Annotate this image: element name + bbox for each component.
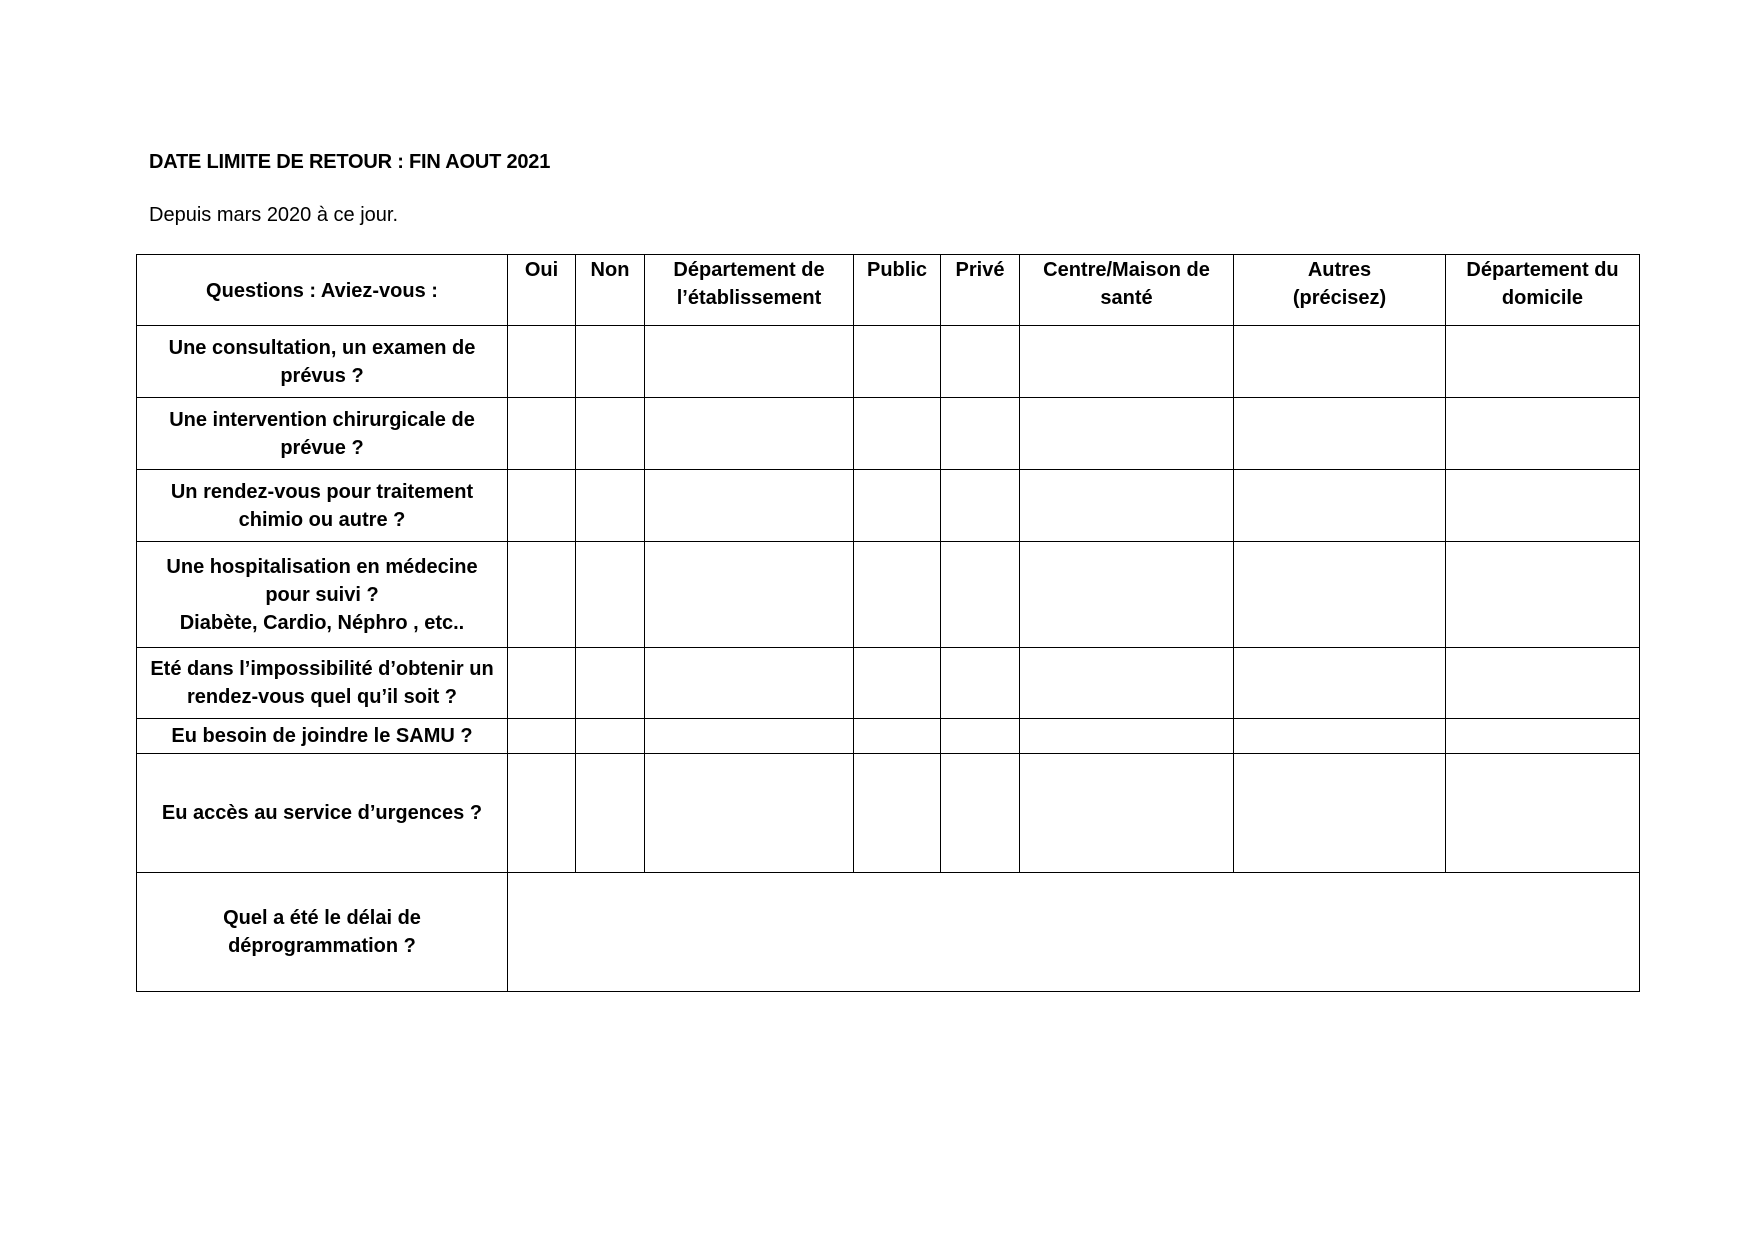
answer-cell-public[interactable] — [854, 398, 941, 470]
answer-cell-non[interactable] — [576, 648, 645, 719]
answer-cell-public[interactable] — [854, 648, 941, 719]
answer-cell-departement-domicile[interactable] — [1446, 542, 1640, 648]
answer-cell-centre-maison-sante[interactable] — [1020, 542, 1234, 648]
answer-cell-public[interactable] — [854, 542, 941, 648]
answer-cell-departement-domicile[interactable] — [1446, 754, 1640, 873]
table-row — [137, 326, 1640, 398]
answer-cell-non[interactable] — [576, 470, 645, 542]
answer-cell-oui[interactable] — [508, 648, 576, 719]
question-line: Eu accès au service d’urgences ? — [161, 802, 483, 824]
question-line: rendez-vous quel qu’il soit ? — [186, 686, 458, 708]
period-text: Depuis mars 2020 à ce jour. — [149, 204, 399, 226]
answer-cell-departement-etablissement[interactable] — [645, 719, 854, 754]
question-line: Eu besoin de joindre le SAMU ? — [171, 725, 473, 747]
column-header-question: Questions : Aviez-vous : — [137, 255, 508, 326]
question-cell — [137, 648, 508, 719]
question-line: pour suivi ? — [265, 583, 379, 606]
answer-cell-oui[interactable] — [508, 398, 576, 470]
answer-cell-prive[interactable] — [941, 398, 1020, 470]
answer-cell-public[interactable] — [854, 754, 941, 873]
column-header-line: (précisez) — [1292, 287, 1387, 309]
answer-cell-prive[interactable] — [941, 719, 1020, 754]
answer-cell-departement-etablissement[interactable] — [645, 398, 854, 470]
answer-cell-non[interactable] — [576, 719, 645, 754]
answer-cell-autres[interactable] — [1234, 398, 1446, 470]
answer-cell-prive[interactable] — [941, 754, 1020, 873]
answer-cell-autres[interactable] — [1234, 648, 1446, 719]
table-row — [137, 542, 1640, 648]
deadline-heading: DATE LIMITE DE RETOUR : FIN AOUT 2021 — [149, 151, 551, 173]
column-header-line: l’établissement — [676, 287, 822, 309]
answer-cell-public[interactable] — [854, 470, 941, 542]
question-line: prévue ? — [280, 436, 364, 459]
question-cell — [137, 398, 508, 470]
column-header-line: domicile — [1501, 287, 1584, 309]
table-row — [137, 470, 1640, 542]
answer-cell-centre-maison-sante[interactable] — [1020, 398, 1234, 470]
answer-cell-non[interactable] — [576, 754, 645, 873]
answer-cell-departement-domicile[interactable] — [1446, 326, 1640, 398]
answer-cell-oui[interactable] — [508, 542, 576, 648]
answer-cell-autres[interactable] — [1234, 719, 1446, 754]
question-line: Une consultation, un examen de — [168, 336, 476, 359]
column-header-line: Département de — [673, 259, 825, 281]
column-header-line: Centre/Maison de — [1043, 259, 1210, 281]
answer-cell-oui[interactable] — [508, 719, 576, 754]
question-line: Diabète, Cardio, Néphro , etc.. — [179, 611, 465, 634]
column-header-centre-maison-sante — [1020, 255, 1234, 326]
answer-cell-public[interactable] — [854, 719, 941, 754]
table-row-deprogrammation — [137, 873, 1640, 992]
question-cell — [137, 470, 508, 542]
column-header-departement-etablissement — [645, 255, 854, 326]
answer-cell-oui[interactable] — [508, 754, 576, 873]
answer-cell-public[interactable] — [854, 326, 941, 398]
answer-cell-prive[interactable] — [941, 470, 1020, 542]
answer-cell-departement-domicile[interactable] — [1446, 398, 1640, 470]
column-header-prive: Privé — [941, 255, 1020, 326]
answer-cell-departement-domicile[interactable] — [1446, 470, 1640, 542]
answer-cell-oui[interactable] — [508, 326, 576, 398]
column-header-non: Non — [576, 255, 645, 326]
answer-cell-oui[interactable] — [508, 470, 576, 542]
deprogrammation-delay-answer-cell[interactable] — [508, 873, 1640, 992]
table-row — [137, 398, 1640, 470]
question-line: déprogrammation ? — [228, 935, 416, 957]
answer-cell-centre-maison-sante[interactable] — [1020, 470, 1234, 542]
table-row — [137, 754, 1640, 873]
question-line: Eté dans l’impossibilité d’obtenir un — [150, 658, 494, 680]
column-header-public: Public — [854, 255, 941, 326]
column-header-line: Département du — [1466, 259, 1619, 281]
question-cell — [137, 326, 508, 398]
question-cell — [137, 719, 508, 754]
column-header-autres — [1234, 255, 1446, 326]
question-cell — [137, 754, 508, 873]
question-line: Un rendez-vous pour traitement — [170, 480, 474, 503]
question-line: Quel a été le délai de — [223, 907, 421, 929]
answer-cell-non[interactable] — [576, 326, 645, 398]
answer-cell-departement-etablissement[interactable] — [645, 648, 854, 719]
answer-cell-non[interactable] — [576, 398, 645, 470]
answer-cell-centre-maison-sante[interactable] — [1020, 754, 1234, 873]
answer-cell-departement-etablissement[interactable] — [645, 470, 854, 542]
table-row — [137, 648, 1640, 719]
answer-cell-departement-domicile[interactable] — [1446, 648, 1640, 719]
answer-cell-autres[interactable] — [1234, 542, 1446, 648]
column-header-departement-domicile — [1446, 255, 1640, 326]
answer-cell-non[interactable] — [576, 542, 645, 648]
answer-cell-departement-etablissement[interactable] — [645, 542, 854, 648]
answer-cell-autres[interactable] — [1234, 326, 1446, 398]
column-header-line: Autres — [1307, 259, 1372, 281]
header-row — [137, 255, 1640, 326]
answer-cell-prive[interactable] — [941, 326, 1020, 398]
column-header-line: santé — [1100, 287, 1153, 309]
table-row — [137, 719, 1640, 754]
answer-cell-prive[interactable] — [941, 542, 1020, 648]
column-header-oui: Oui — [508, 255, 576, 326]
answer-cell-departement-etablissement[interactable] — [645, 754, 854, 873]
answer-cell-departement-etablissement[interactable] — [645, 326, 854, 398]
question-cell — [137, 873, 508, 992]
answer-cell-centre-maison-sante[interactable] — [1020, 648, 1234, 719]
answer-cell-departement-domicile[interactable] — [1446, 719, 1640, 754]
answer-cell-autres[interactable] — [1234, 470, 1446, 542]
question-line: prévus ? — [280, 364, 364, 387]
answer-cell-centre-maison-sante[interactable] — [1020, 719, 1234, 754]
survey-table — [136, 254, 1640, 992]
answer-cell-centre-maison-sante[interactable] — [1020, 326, 1234, 398]
question-line: Une hospitalisation en médecine — [166, 555, 478, 578]
question-cell — [137, 542, 508, 648]
answer-cell-prive[interactable] — [941, 648, 1020, 719]
question-line: Une intervention chirurgicale de — [169, 408, 475, 431]
question-line: chimio ou autre ? — [238, 508, 406, 531]
answer-cell-autres[interactable] — [1234, 754, 1446, 873]
